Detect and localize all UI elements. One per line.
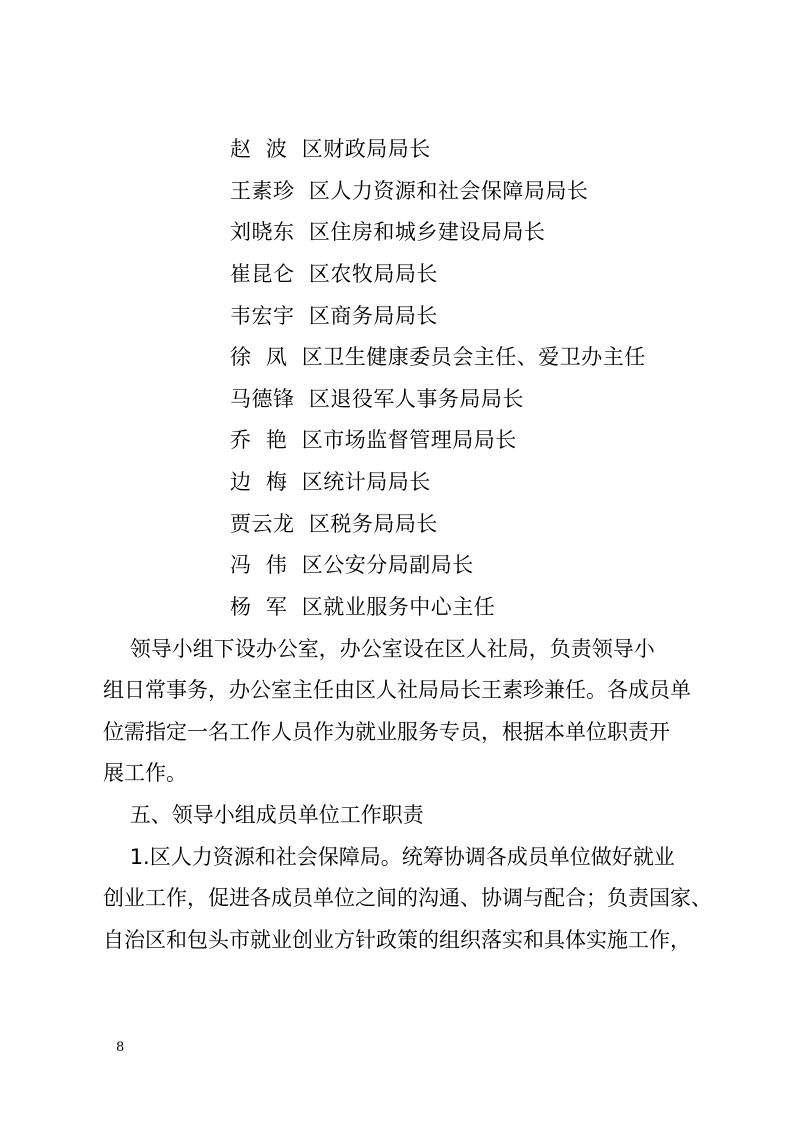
- member-line: 贾云龙 区税务局局长: [230, 512, 438, 536]
- page-number: 8: [116, 1040, 125, 1055]
- section-heading: 五、领导小组成员单位工作职责: [103, 803, 424, 827]
- member-line: 边 梅 区统计局局长: [230, 470, 431, 494]
- office-paragraph-line: 组日常事务，办公室主任由区人社局局长王素珍兼任。各成员单: [103, 678, 691, 702]
- member-line: 徐 凤 区卫生健康委员会主任、爱卫办主任: [230, 345, 646, 369]
- office-paragraph-line: 位需指定一名工作人员作为就业服务专员，根据本单位职责开: [103, 720, 670, 744]
- member-line: 韦宏宇 区商务局局长: [230, 304, 438, 328]
- office-paragraph-line: 领导小组下设办公室，办公室设在区人社局，负责领导小: [103, 637, 655, 661]
- member-line: 刘晓东 区住房和城乡建设局局长: [230, 220, 546, 244]
- member-line: 赵 波 区财政局局长: [230, 137, 431, 161]
- duty-paragraph-line: 创业工作，促进各成员单位之间的沟通、协调与配合；负责国家、: [103, 886, 712, 910]
- office-paragraph-line: 展工作。: [103, 761, 187, 785]
- member-line: 崔昆仑 区农牧局局长: [230, 262, 438, 286]
- member-line: 马德锋 区退役军人事务局局长: [230, 387, 524, 411]
- member-line: 乔 艳 区市场监督管理局局长: [230, 428, 517, 452]
- member-line: 冯 伟 区公安分局副局长: [230, 553, 474, 577]
- duty-paragraph-line: 自治区和包头市就业创业方针政策的组织落实和具体实施工作，: [103, 928, 691, 952]
- member-line: 王素珍 区人力资源和社会保障局局长: [230, 179, 589, 203]
- member-line: 杨 军 区就业服务中心主任: [230, 595, 496, 619]
- duty-paragraph-line: 1.区人力资源和社会保障局。统筹协调各成员单位做好就业: [103, 845, 675, 869]
